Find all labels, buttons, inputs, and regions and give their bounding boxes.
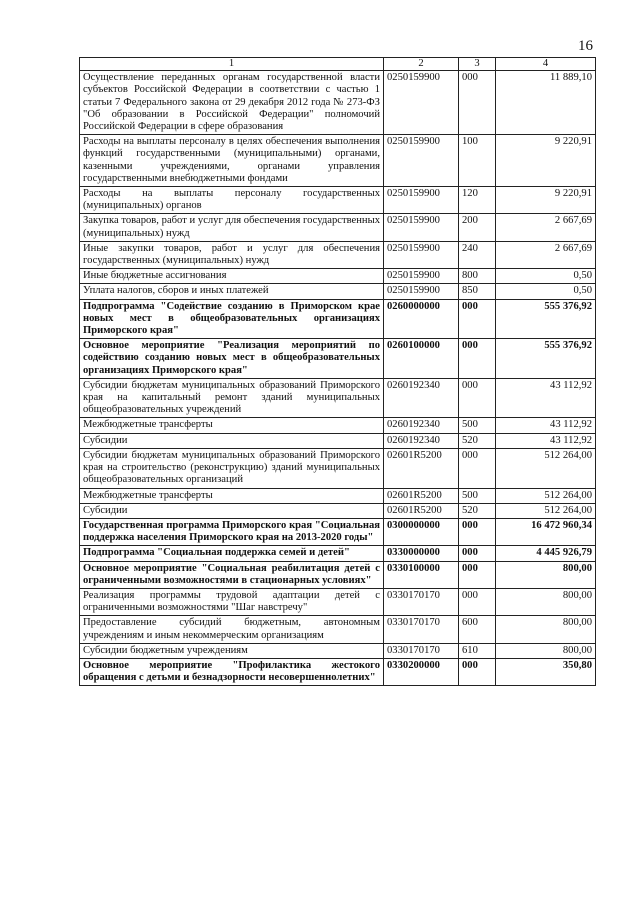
- row-type: 610: [459, 643, 496, 658]
- table-row: [80, 488, 596, 503]
- table-row: [80, 448, 596, 488]
- row-amount: 555 376,92: [496, 299, 596, 339]
- row-type: 000: [459, 546, 496, 561]
- row-amount: 0,50: [496, 269, 596, 284]
- row-name: Государственная программа Приморского края "Социальная поддержка населения Приморского края на 2013-2020 годы": [80, 518, 384, 545]
- row-name: Субсидии: [80, 503, 384, 518]
- row-amount: 512 264,00: [496, 503, 596, 518]
- row-name: Осуществление переданных органам государственной власти субъектов Российской Федерации в соответствии с частью 1 статьи 7 Федерального закона от 29 декабря 2012 года № 273-ФЗ "Об образовании в Российской Федерации" полномочий Российской Федерации в сфере образования: [80, 71, 384, 135]
- row-code: 02601R5200: [384, 488, 459, 503]
- row-name: Подпрограмма "Социальная поддержка семей и детей": [80, 546, 384, 561]
- row-type: 600: [459, 616, 496, 643]
- row-code: 0250159900: [384, 269, 459, 284]
- table-row: [80, 561, 596, 588]
- row-amount: 512 264,00: [496, 448, 596, 488]
- row-type: 240: [459, 241, 496, 268]
- column-header: 4: [496, 58, 596, 71]
- row-amount: 43 112,92: [496, 378, 596, 418]
- row-amount: 512 264,00: [496, 488, 596, 503]
- row-type: 000: [459, 339, 496, 379]
- row-amount: 800,00: [496, 643, 596, 658]
- row-type: 120: [459, 187, 496, 214]
- row-name: Основное мероприятие "Профилактика жестокого обращения с детьми и безнадзорности несовершеннолетних": [80, 658, 384, 685]
- row-code: 0250159900: [384, 71, 459, 135]
- row-name: Субсидии бюджетным учреждениям: [80, 643, 384, 658]
- table-row: [80, 187, 596, 214]
- row-amount: 350,80: [496, 658, 596, 685]
- row-amount: 4 445 926,79: [496, 546, 596, 561]
- row-name: Расходы на выплаты персоналу в целях обеспечения выполнения функций государственными (муниципальными) органами, казенными учреждениями, органами управления государственными внебюджетными фондами: [80, 135, 384, 187]
- table-row: [80, 588, 596, 615]
- column-header: 1: [80, 58, 384, 71]
- row-amount: 43 112,92: [496, 433, 596, 448]
- row-name: Межбюджетные трансферты: [80, 488, 384, 503]
- row-amount: 9 220,91: [496, 187, 596, 214]
- row-type: 000: [459, 658, 496, 685]
- row-code: 02601R5200: [384, 448, 459, 488]
- row-code: 02601R5200: [384, 503, 459, 518]
- row-name: Межбюджетные трансферты: [80, 418, 384, 433]
- row-amount: 800,00: [496, 588, 596, 615]
- table-row: [80, 643, 596, 658]
- row-type: 000: [459, 518, 496, 545]
- row-name: Предоставление субсидий бюджетным, автономным учреждениям и иным некоммерческим организациям: [80, 616, 384, 643]
- table-row: [80, 241, 596, 268]
- row-amount: 800,00: [496, 616, 596, 643]
- row-name: Субсидии: [80, 433, 384, 448]
- row-amount: 555 376,92: [496, 339, 596, 379]
- row-code: 0250159900: [384, 187, 459, 214]
- page-number: 16: [578, 38, 593, 54]
- row-amount: 9 220,91: [496, 135, 596, 187]
- table-row: [80, 616, 596, 643]
- row-code: 0260000000: [384, 299, 459, 339]
- table-row: [80, 71, 596, 135]
- row-type: 000: [459, 378, 496, 418]
- row-code: 0330000000: [384, 546, 459, 561]
- table-row: [80, 418, 596, 433]
- row-code: 0260100000: [384, 339, 459, 379]
- row-amount: 800,00: [496, 561, 596, 588]
- row-type: 520: [459, 503, 496, 518]
- table-row: [80, 658, 596, 685]
- row-code: 0250159900: [384, 284, 459, 299]
- row-amount: 16 472 960,34: [496, 518, 596, 545]
- row-amount: 2 667,69: [496, 214, 596, 241]
- row-amount: 0,50: [496, 284, 596, 299]
- table-row: [80, 214, 596, 241]
- row-type: 800: [459, 269, 496, 284]
- table-row: [80, 518, 596, 545]
- table-row: [80, 433, 596, 448]
- column-header: 3: [459, 58, 496, 71]
- column-header: 2: [384, 58, 459, 71]
- row-code: 0330170170: [384, 588, 459, 615]
- row-name: Основное мероприятие "Социальная реабилитация детей с ограниченными возможностями в стационарных условиях": [80, 561, 384, 588]
- row-name: Основное мероприятие "Реализация мероприятий по содействию созданию новых мест в общеобразовательных организациях Приморского края": [80, 339, 384, 379]
- row-type: 000: [459, 299, 496, 339]
- row-type: 520: [459, 433, 496, 448]
- row-type: 500: [459, 418, 496, 433]
- row-type: 850: [459, 284, 496, 299]
- budget-table: [79, 57, 596, 686]
- row-amount: 11 889,10: [496, 71, 596, 135]
- row-name: Иные бюджетные ассигнования: [80, 269, 384, 284]
- header-row: [80, 58, 596, 71]
- table-row: [80, 378, 596, 418]
- row-name: Субсидии бюджетам муниципальных образований Приморского края на капитальный ремонт зданий муниципальных общеобразовательных учреждений: [80, 378, 384, 418]
- row-name: Расходы на выплаты персоналу государственных (муниципальных) органов: [80, 187, 384, 214]
- row-code: 0250159900: [384, 135, 459, 187]
- row-amount: 2 667,69: [496, 241, 596, 268]
- row-code: 0260192340: [384, 418, 459, 433]
- row-code: 0330170170: [384, 643, 459, 658]
- row-type: 000: [459, 561, 496, 588]
- row-code: 0260192340: [384, 433, 459, 448]
- row-name: Уплата налогов, сборов и иных платежей: [80, 284, 384, 299]
- row-name: Иные закупки товаров, работ и услуг для обеспечения государственных (муниципальных) нужд: [80, 241, 384, 268]
- row-type: 200: [459, 214, 496, 241]
- table-row: [80, 299, 596, 339]
- table-row: [80, 284, 596, 299]
- row-type: 500: [459, 488, 496, 503]
- row-amount: 43 112,92: [496, 418, 596, 433]
- row-name: Субсидии бюджетам муниципальных образований Приморского края на строительство (реконструкцию) зданий муниципальных общеобразовательных организаций: [80, 448, 384, 488]
- row-code: 0300000000: [384, 518, 459, 545]
- row-type: 000: [459, 588, 496, 615]
- row-code: 0330200000: [384, 658, 459, 685]
- row-code: 0260192340: [384, 378, 459, 418]
- table-row: [80, 546, 596, 561]
- table-row: [80, 339, 596, 379]
- row-code: 0250159900: [384, 241, 459, 268]
- row-name: Подпрограмма "Содействие созданию в Приморском крае новых мест в общеобразовательных организациях Приморского края": [80, 299, 384, 339]
- table-row: [80, 503, 596, 518]
- row-name: Реализация программы трудовой адаптации детей с ограниченными возможностями "Шаг навстречу": [80, 588, 384, 615]
- row-type: 000: [459, 448, 496, 488]
- row-code: 0330170170: [384, 616, 459, 643]
- row-name: Закупка товаров, работ и услуг для обеспечения государственных (муниципальных) нужд: [80, 214, 384, 241]
- row-code: 0330100000: [384, 561, 459, 588]
- table-row: [80, 269, 596, 284]
- row-code: 0250159900: [384, 214, 459, 241]
- row-type: 100: [459, 135, 496, 187]
- table-row: [80, 135, 596, 187]
- row-type: 000: [459, 71, 496, 135]
